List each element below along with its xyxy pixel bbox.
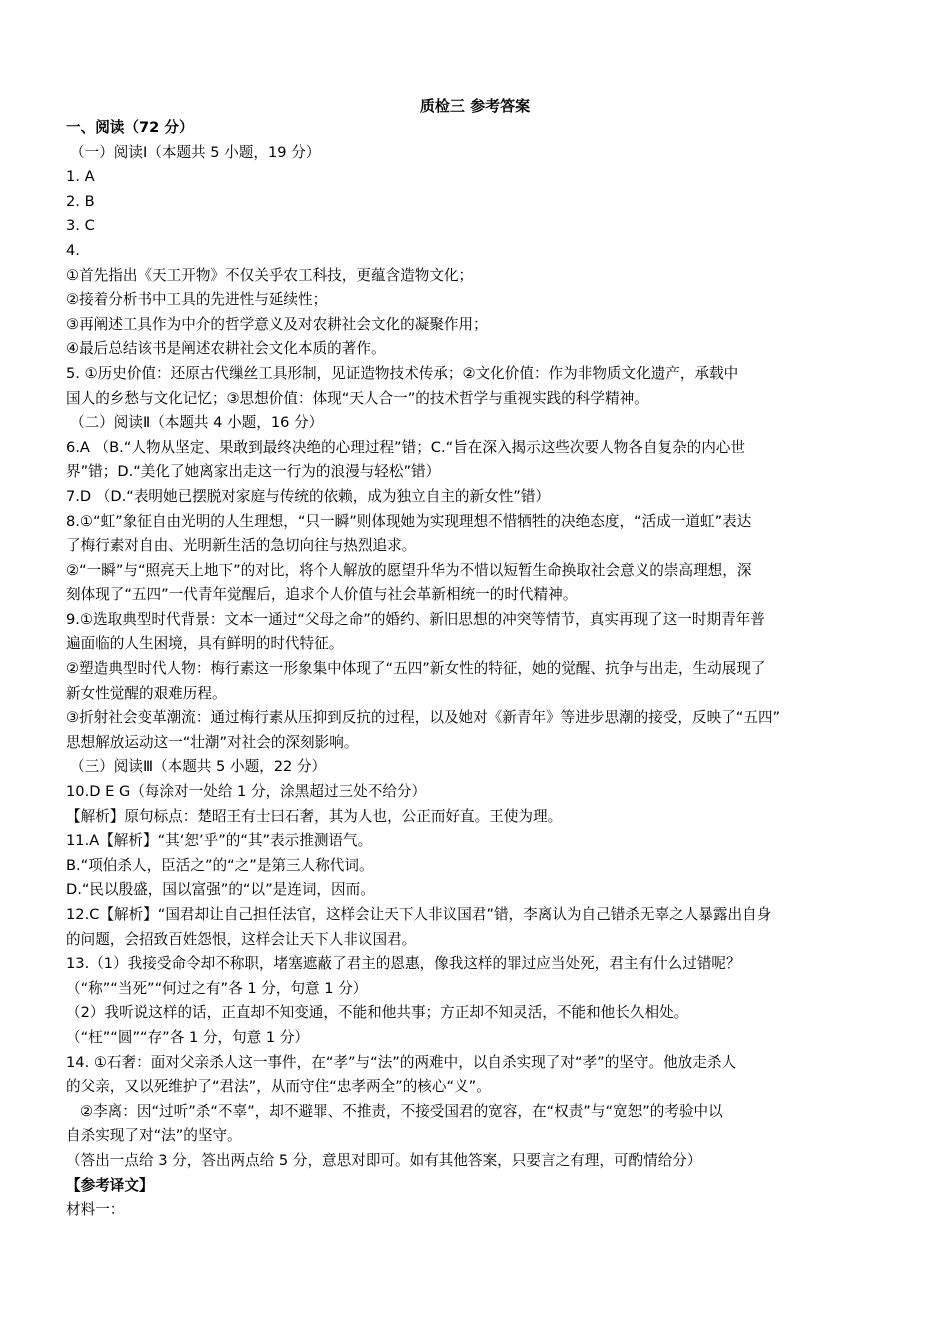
answer-line: ①首先指出《天工开物》不仅关乎农工科技，更蕴含造物文化； <box>66 266 474 284</box>
answer-line: ②李离：因“过听”杀“不辜”，却不避罪、不推责，不接受国君的宽容，在“权责”与“宽恕”的考验中以 <box>80 1102 723 1120</box>
answer-line: 8.①“虹”象征自由光明的人生理想，“只一瞬”则体现她为实现理想不惜牺牲的决绝态度，“活成一道虹”表达 <box>66 512 752 530</box>
answer-line: ④最后总结该书是阐述农耕社会文化本质的著作。 <box>66 340 386 358</box>
answer-line: （2）我听说这样的话，正直却不知变通，不能和他共事；方正却不知灵活，不能和他长久相处。 <box>66 1004 689 1022</box>
answer-line: 4. <box>66 241 80 259</box>
answer-line: 3. C <box>66 217 95 235</box>
answer-line: ③折射社会变革潮流：通过梅行素从压抑到反抗的过程，以及她对《新青年》等进步思潮的接受，反映了“五四” <box>66 709 781 727</box>
answer-line: 材料一： <box>66 1201 125 1219</box>
answer-line: 思想解放运动这一“壮潮”对社会的深刻影响。 <box>66 733 359 751</box>
section-heading: 一、阅读（72 分） <box>66 119 194 136</box>
answer-line: 11.A【解析】“其‘恕’乎”的“其”表示推测语气。 <box>66 832 373 850</box>
answer-line: 12.C【解析】“国君却让自己担任法官，这样会让天下人非议国君”错，李离认为自己错杀无辜之人暴露出自身 <box>66 906 772 923</box>
page-title: 质检三 参考答案 <box>419 97 531 115</box>
translation-heading: 【参考译文】 <box>66 1176 154 1194</box>
answer-line: 2. B <box>66 192 95 210</box>
answer-line: 了梅行素对自由、光明新生活的急切向往与热烈追求。 <box>66 537 417 555</box>
answer-line: （“称”“当死”“何过之有”各 1 分，句意 1 分） <box>66 979 368 997</box>
answer-line: ②接着分析书中工具的先进性与延续性； <box>66 291 328 309</box>
answer-line: 国人的乡愁与文化记忆；③思想价值：体现“天人合一”的技术哲学与重视实践的科学精神。 <box>66 389 649 407</box>
subsection-heading: （二）阅读Ⅱ（本题共 4 小题，16 分） <box>70 414 324 432</box>
answer-line: 14. ①石奢：面对父亲杀人这一事件，在“孝”与“法”的两难中，以自杀实现了对“孝”的坚守。他放走杀人 <box>66 1053 737 1071</box>
answer-line: 6.A （B.“人物从坚定、果敢到最终决绝的心理过程”错；C.“旨在深入揭示这些次要人物各自复杂的内心世 <box>66 438 746 456</box>
answer-line: D.“民以殷盛，国以富强”的“以”是连词，因而。 <box>66 881 375 899</box>
answer-body <box>66 116 886 1223</box>
answer-line: ③再阐述工具作为中介的哲学意义及对农耕社会文化的凝聚作用； <box>66 315 488 333</box>
answer-line: 9.①选取典型时代背景：文本一通过“父母之命”的婚约、新旧思想的冲突等情节，真实再现了这一时期青年普 <box>66 610 765 628</box>
answer-line: （答出一点给 3 分，答出两点给 5 分，意思对即可。如有其他答案，只要言之有理，可酌情给分） <box>66 1151 702 1169</box>
answer-line: 遍面临的人生困境，具有鲜明的时代特征。 <box>66 635 344 653</box>
answer-line: （“枉”“圆”“存”各 1 分，句意 1 分） <box>66 1028 310 1046</box>
answer-line: 新女性觉醒的艰难历程。 <box>66 684 227 702</box>
answer-line: 界”错；D.“美化了她离家出走这一行为的浪漫与轻松”错） <box>66 463 441 481</box>
answer-line: 的父亲，又以死维护了“君法”，从而守住“忠孝两全”的核心“义”。 <box>66 1078 491 1096</box>
answer-line: 的问题，会招致百姓怨恨，这样会让天下人非议国君。 <box>66 930 417 948</box>
answer-line: 5. ①历史价值：还原古代缫丝工具形制，见证造物技术传承；②文化价值：作为非物质文化遗产，承载中 <box>66 364 739 382</box>
answer-line: 1. A <box>66 168 95 186</box>
answer-line: 【解析】原句标点：楚昭王有士曰石奢，其为人也，公正而好直。王使为理。 <box>66 807 563 825</box>
answer-line: 7.D （D.“表明她已摆脱对家庭与传统的依赖，成为独立自主的新女性”错） <box>66 487 551 505</box>
answer-line: 刻体现了“五四”一代青年觉醒后，追求个人价值与社会革新相统一的时代精神。 <box>66 586 578 604</box>
answer-line: ②塑造典型时代人物：梅行素这一形象集中体现了“五四”新女性的特征，她的觉醒、抗争与出走，生动展现了 <box>66 660 766 678</box>
subsection-heading: （三）阅读Ⅲ（本题共 5 小题，22 分） <box>70 758 327 776</box>
subsection-heading: （一）阅读Ⅰ（本题共 5 小题，19 分） <box>70 143 321 161</box>
answer-line: ②“一瞬”与“照亮天上地下”的对比，将个人解放的愿望升华为不惜以短暂生命换取社会意义的崇高理想，深 <box>66 561 752 579</box>
answer-line: 13.（1）我接受命令却不称职，堵塞遮蔽了君主的恩惠，像我这样的罪过应当处死，君主有什么过错呢？ <box>66 955 741 973</box>
answer-line: 10.D E G（每涂对一处给 1 分，涂黑超过三处不给分） <box>66 783 427 801</box>
answer-line: B.“项伯杀人，臣活之”的“之”是第三人称代词。 <box>66 856 374 874</box>
answer-line: 自杀实现了对“法”的坚守。 <box>66 1127 242 1145</box>
